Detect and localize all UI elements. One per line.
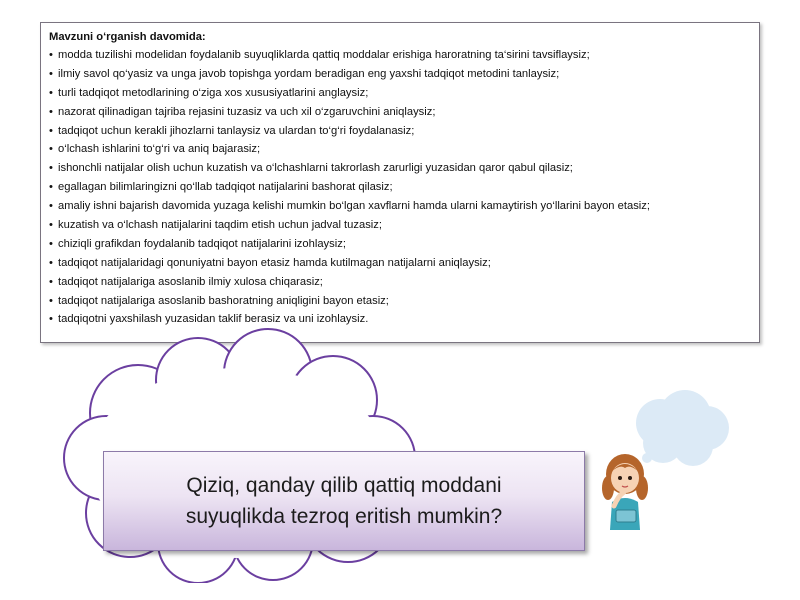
objectives-list bbox=[49, 46, 751, 329]
objective-item bbox=[49, 122, 751, 141]
objective-text: tadqiqotni yaxshilash yuzasidan taklif berasiz va uni izohlaysiz. bbox=[58, 313, 369, 326]
objective-text: modda tuzilishi modelidan foydalanib suyuqliklarda qattiq moddalar erishiga haroratning ta‘sirini tavsiflaysiz; bbox=[58, 49, 590, 61]
objective-item bbox=[49, 46, 751, 65]
objective-item bbox=[49, 235, 751, 254]
bullet: • bbox=[49, 86, 53, 99]
question-line-2: suyuqlikda tezroq eritish mumkin? bbox=[185, 505, 503, 528]
objective-item bbox=[49, 65, 751, 84]
question-box bbox=[103, 451, 585, 551]
objectives-box bbox=[40, 22, 760, 343]
objective-item bbox=[49, 273, 751, 292]
bullet: • bbox=[49, 294, 53, 307]
objective-item bbox=[49, 103, 751, 122]
objective-item bbox=[49, 310, 751, 329]
objective-item bbox=[49, 178, 751, 197]
objectives-title: Mavzuni o‘rganish davomida: bbox=[49, 31, 206, 43]
objective-text: turli tadqiqot metodlarining o‘ziga xos xususiyatlarini anglaysiz; bbox=[58, 86, 369, 99]
objective-item bbox=[49, 84, 751, 103]
bullet: • bbox=[49, 219, 53, 232]
objective-text: egallagan bilimlaringizni qo‘llab tadqiqot natijalarini bashorat qilasiz; bbox=[58, 181, 393, 194]
bullet: • bbox=[49, 162, 53, 175]
bullet: • bbox=[49, 313, 53, 326]
objective-item bbox=[49, 292, 751, 311]
bullet: • bbox=[49, 256, 53, 269]
thinking-girl-icon bbox=[600, 450, 650, 532]
bullet: • bbox=[49, 105, 53, 118]
objective-text: tadqiqot natijalaridagi qonuniyatni bayon etasiz hamda kutilmagan natijalarni aniqlaysiz; bbox=[58, 256, 491, 269]
objective-item bbox=[49, 197, 751, 216]
objective-item bbox=[49, 159, 751, 178]
objective-text: o‘lchash ishlarini to‘g‘ri va aniq bajarasiz; bbox=[58, 143, 261, 156]
bullet: • bbox=[49, 200, 53, 213]
objective-text: ishonchli natijalar olish uchun kuzatish va o‘lchashlarni takrorlash zarurligi yuzasidan qaror qabul qilasiz; bbox=[58, 162, 573, 175]
objective-item bbox=[49, 140, 751, 159]
bullet: • bbox=[49, 275, 53, 288]
objective-text: nazorat qilinadigan tajriba rejasini tuzasiz va uch xil o‘zgaruvchini aniqlaysiz; bbox=[58, 105, 436, 118]
objective-text: tadqiqot natijalariga asoslanib bashoratning aniqligini bayon etasiz; bbox=[58, 294, 389, 307]
objective-text: kuzatish va o‘lchash natijalarini taqdim etish uchun jadval tuzasiz; bbox=[58, 219, 382, 232]
bullet: • bbox=[49, 49, 53, 61]
objective-item bbox=[49, 216, 751, 235]
bullet: • bbox=[49, 237, 53, 250]
objective-text: chiziqli grafikdan foydalanib tadqiqot natijalarini izohlaysiz; bbox=[58, 237, 346, 250]
bullet: • bbox=[49, 124, 53, 137]
objective-item bbox=[49, 254, 751, 273]
objective-text: amaliy ishni bajarish davomida yuzaga kelishi mumkin bo‘lgan xavflarni hamda ularni kamaytirish yo‘llarini bayon etasiz; bbox=[58, 200, 650, 213]
question-text bbox=[124, 470, 564, 532]
objective-text: ilmiy savol qo‘yasiz va unga javob topishga yordam beradigan eng yaxshi tadqiqot metodini tanlaysiz; bbox=[58, 67, 560, 80]
objective-text: tadqiqot uchun kerakli jihozlarni tanlaysiz va ulardan to‘g‘ri foydalanasiz; bbox=[58, 124, 415, 137]
question-line-1: Qiziq, qanday qilib qattiq moddani bbox=[186, 474, 502, 497]
bullet: • bbox=[49, 143, 53, 156]
bullet: • bbox=[49, 181, 53, 194]
bullet: • bbox=[49, 67, 53, 80]
objective-text: tadqiqot natijalariga asoslanib ilmiy xulosa chiqarasiz; bbox=[58, 275, 323, 288]
